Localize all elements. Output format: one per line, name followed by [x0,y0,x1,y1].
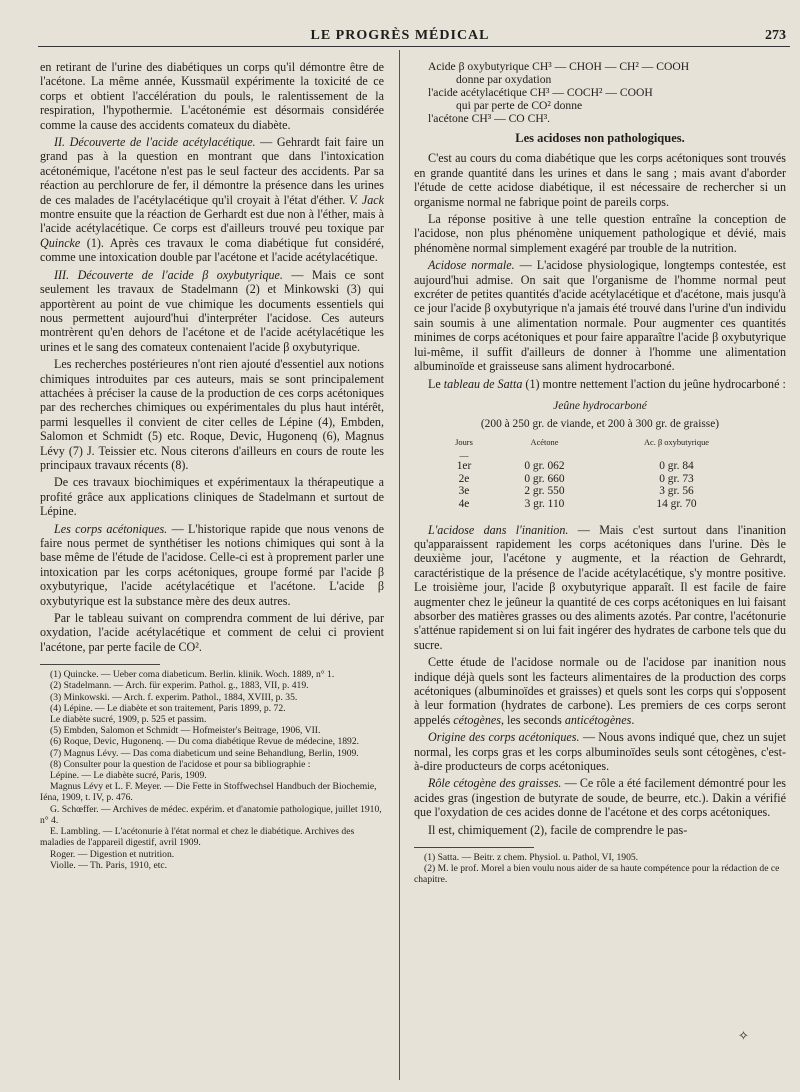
paragraph [40,268,384,354]
table-cell: 14 gr. 70 [656,497,697,510]
table-header: Jours [455,437,473,447]
paragraph-text: — Gehrardt fait faire un grand pas à la question en montrant que dans l'intoxication acétonémique, l'acétone n'est pas le seul facteur des accidents. Par sa réaction au perchlorure de fer, il démontre la présence dans les urines de ces malades de l'acétylacétique qu'il croyait à l'état d'éther. [40,135,384,207]
formula-line: donne par oxydation [456,73,552,86]
footnote: (6) Roque, Devic, Hugonenq. — Du coma diabétique Revue de médecine, 1892. [50,736,360,748]
right-column [414,60,786,886]
section-heading: Rôle cétogène des graisses. [428,776,562,791]
footnote: (2) Stadelmann. — Arch. für experim. Pathol. g., 1883, VII, p. 419. [50,680,309,692]
page-number: 273 [765,28,786,43]
term: cétogènes [453,712,501,727]
paragraph-text: montre ensuite que la réaction de Gerhardt est due non à l'éther, mais à l'acide acétylacétique. Ce corps est d'ailleurs trouvé peu toxique par [40,207,384,236]
footnotes-right [414,852,786,886]
paragraph: Par le tableau suivant on comprendra comment de lui dérive, par oxydation, l'acide acétylacétique et comment de celui ci provient l'acétone, par perte facile de CO². [40,611,384,654]
table-cell: 4e [458,497,470,510]
footnote: E. Lambling. — L'acétonurie à l'état normal et chez le diabétique. Archives des maladies de l'appareil digestif, avril 1909. [40,826,355,849]
paragraph: C'est au cours du coma diabétique que les corps acétoniques sont trouvés en grande quantité dans les urines et dans le sang ; mais avant d'aborder l'étude de cette acidose diabétique, il est nécessaire de rechercher si un organisme normal ne fabrique point de pareils corps. [414,151,786,209]
table-cell: 3e [458,485,470,498]
paragraph-text: Le [428,376,444,391]
paragraph: De ces travaux biochimiques et expérimentaux la thérapeutique a profité grâce aux applications cliniques de Stadelmann et surtout de Lépine. [40,475,384,519]
footnote: (1) Satta. — Beitr. z chem. Physiol. u. Pathol, VI, 1905. [424,852,639,864]
table-cell: 2 gr. 550 [524,485,565,498]
formula-line: l'acide acétylacétique CH³ — COCH² — COOH [428,86,653,99]
table-dash: — [459,451,469,462]
paragraph-text: — Nous avons indiqué que, chez un sujet normal, les corps gras et les corps albuminoïdes seuls sont cétogènes, c'est-à-dire producteurs de corps acétoniques. [414,730,786,773]
table-header: Ac. β oxybutyrique [644,437,709,447]
footnote: (7) Magnus Lévy. — Das coma diabeticum und seine Behandlung, Berlin, 1909. [50,747,359,759]
paragraph-text: , les seconds [500,712,565,727]
formula-line: qui par perte de CO² donne [456,99,583,112]
paragraph [414,377,786,391]
section-heading: Les corps acétoniques. [54,521,168,536]
table-row [436,485,756,498]
table-cell: 1er [456,460,472,473]
table-reference: tableau de Satta [443,376,523,391]
data-table [436,436,756,511]
paragraph: La réponse positive à une telle question entraîne la conception de l'acidose, non plus phénomène uniquement pathologique et dévié, mais phénomène normal simplement exagéré par trouble de la nutrition. [414,212,786,255]
paragraph-text: — L'historique rapide que nous venons de faire nous permet de synthétiser les notions chimiques qui sont à la base même de l'étude de l'acidose. Celle-ci est à proprement parler une intoxication par les corps acétoniques, groupe formé par l'acide β oxybutyrique, l'acide acétylacétique et l'acétone. L'acide β oxybutyrique est la substance mère des deux autres. [40,521,384,608]
footnote: Le diabète sucré, 1909, p. 525 et passim. [50,714,207,726]
table-cell: 0 gr. 660 [524,472,565,485]
footnote-rule [414,847,534,848]
paragraph [414,523,786,653]
footnote: Roger. — Digestion et nutrition. [50,848,175,860]
table-row [436,473,756,486]
paragraph: Les recherches postérieures n'ont rien ajouté d'essentiel aux notions chimiques introduites par ces auteurs, mais se sont principalement attachées à préciser la cause de la production de ces corps acétoniques par des recherches chimiques ou expérimentales du plus haut intérêt, parmi lesquelles il convient de citer celles de Lépine (4), Embden, Salomon et Schmidt (5) etc. Roque, Devic, Hugonenq (6), Magnus Lévy (7) J. Teissier etc. Nous citerons d'ailleurs en cours de route les principaux travaux récents (8). [40,357,384,472]
header-rule [38,46,790,47]
paragraph [414,730,786,773]
paragraph [414,258,786,373]
table-cell: 0 gr. 84 [659,460,694,473]
table-cell: 3 gr. 56 [659,485,694,498]
paragraph-text: — L'acidose physiologique, longtemps contestée, est aujourd'hui admise. On sait que l'organisme de l'homme normal peut excréter de petites quantités d'acide acétylacétique et d'acétone, mais jusqu'à ce jour l'acide β oxybutyrique n'a jamais été trouvé dans l'urine d'un individu sain soumis à une alimentation normale. Pour augmenter ces quantités minimes de corps acétoniques et pour faire apparaître l'acide β oxybutyrique lui-même, il suffit d'ailleurs de donner à l'homme une alimentation albuminoïde et graisseuse sans aliment hydrocarboné. [414,258,786,374]
table-cell: 2e [458,472,470,485]
table-row [436,498,756,511]
footnote: (3) Minkowski. — Arch. f. experim. Pathol., 1884, XVIII, p. 35. [50,691,298,703]
table-cell: 0 gr. 062 [524,460,565,473]
section-heading: Acidose normale. [428,258,515,273]
footnote: G. Schœffer. — Archives de médec. expérim. et d'anatomie pathologique, juillet 1910, n° 4. [40,803,382,826]
footnote: (4) Lépine. — Le diabète et son traitement, Paris 1899, p. 72. [50,702,286,714]
paragraph-text: — Mais ce sont seulement les travaux de Stadelmann (2) et Minkowski (3) qui apportèrent au point de vue chimique les documents essentiels qui nous permettent aujourd'hui d'interpréter l'acidose. Ces auteurs montrèrent qu'en dehors de l'acétone et de l'acide acétylacétique les urines et le sang des comateux contenaient l'acide β oxybutyrique. [40,267,384,354]
table-header: Acétone [530,437,559,447]
footnote: (5) Embden, Salomon et Schmidt — Hofmeister's Beitrage, 1906, VII. [50,725,321,737]
footnote: (1) Quincke. — Ueber coma diabeticum. Berlin. klinik. Woch. 1889, n° 1. [50,669,335,681]
table-cell: 3 gr. 110 [524,497,565,510]
paragraph-text: (1) montre nettement l'action du jeûne hydrocarboné : [522,376,786,391]
table-title: Jeûne hydrocarboné [553,399,647,412]
section-heading: Origine des corps acétoniques. [428,730,580,745]
section-heading: III. Découverte de l'acide β oxybutyrique. [54,267,283,282]
left-column [40,60,384,871]
footnote: (2) M. le prof. Morel a bien voulu nous aider de sa haute compétence pour la rédaction de ce chapitre. [414,863,780,886]
footnote: Violle. — Th. Paris, 1910, etc. [50,859,168,871]
footnote: (8) Consulter pour la question de l'acidose et pour sa bibliographie : [50,758,311,770]
paragraph [40,135,384,265]
end-ornament-icon: ✧ [738,1028,749,1043]
section-title: Les acidoses non pathologiques. [515,131,685,145]
formula-line: l'acétone CH³ — CO CH³. [428,112,551,125]
footnote: Magnus Lévy et L. F. Meyer. — Die Fette in Stoffwechsel Handbuch der Biochemie, Iéna, 1909, t. IV, p. 476. [40,781,377,804]
author-name: V. Jack [349,192,384,207]
author-name: Quincke [40,235,81,250]
paragraph-text: (1). Après ces travaux le coma diabétique fut considéré, comme une intoxication double par l'acétone et l'acide acétylacétique. [40,235,384,265]
paragraph [414,776,786,819]
paragraph [414,655,786,727]
chemical-formula-block [414,60,786,125]
journal-title: LE PROGRÈS MÉDICAL [310,28,490,43]
table-row [436,460,756,473]
formula-line: Acide β oxybutyrique CH³ — CHOH — CH² — COOH [428,60,690,73]
paragraph [40,522,384,608]
section-heading: II. Découverte de l'acide acétylacétique. [54,135,256,150]
footnotes-left [40,669,384,871]
table-cell: 0 gr. 73 [659,472,694,485]
paragraph: en retirant de l'urine des diabétiques un corps qu'il démontre être de l'acétone. La même année, Kussmaül expérimente la toxicité de ce corps et obtient l'accélération du pouls, le ralentissement de la respiration, l'hypothermie. L'acétonémie est désormais considérée comme la cause des accidents comateux du diabète. [40,60,384,132]
column-divider [399,50,400,1080]
paragraph: Il est, chimiquement (2), facile de comprendre le pas- [428,822,688,837]
section-heading: L'acidose dans l'inanition. [428,522,569,537]
paragraph-text: . [631,712,635,727]
footnote-rule [40,664,160,665]
term: anticétogènes [564,712,632,727]
paragraph-text: Cette étude de l'acidose normale ou de l'acidose par inanition nous indique déjà quels sont les facteurs alimentaires de la production des corps acétoniques (albuminoïdes et graisses) et quels sont les corps qui s'opposent à leur formation (hydrates de carbone). Les premiers de ces corps seront appelés [414,655,786,727]
footnote: Lépine. — Le diabète sucré, Paris, 1909. [50,770,207,782]
paragraph-text: — Ce rôle a été facilement démontré pour les acides gras (ingestion de butyrate de soude, de beurre, etc.). Dakin a vérifié que l'oxydation de ces acides donne de l'acétone et des corps acétoniques. [414,776,786,820]
paragraph-text: — Mais c'est surtout dans l'inanition qu'apparaissent rapidement les corps acétoniques dans l'urine. Dès le deuxième jour, l'acétone y augmente, et la réaction de Gehrardt, caractéristique de la présence de l'acide acétylacétique, s'y montre positive. Le troisième jour, l'acide β oxybutyrique apparaît. Il est facile de faire augmenter chez le jeûneur la quantité de ces corps acétoniques en lui faisant absorber des matières grasses ou des aliments azotés. Par contre, l'acétonurie s'atténue rapidement si on lui fait ingérer des hydrates de carbone tels que du sucre. [414,522,786,652]
table-subtitle: (200 à 250 gr. de viande, et 200 à 300 gr. de graisse) [480,418,720,431]
satta-table [414,399,786,511]
